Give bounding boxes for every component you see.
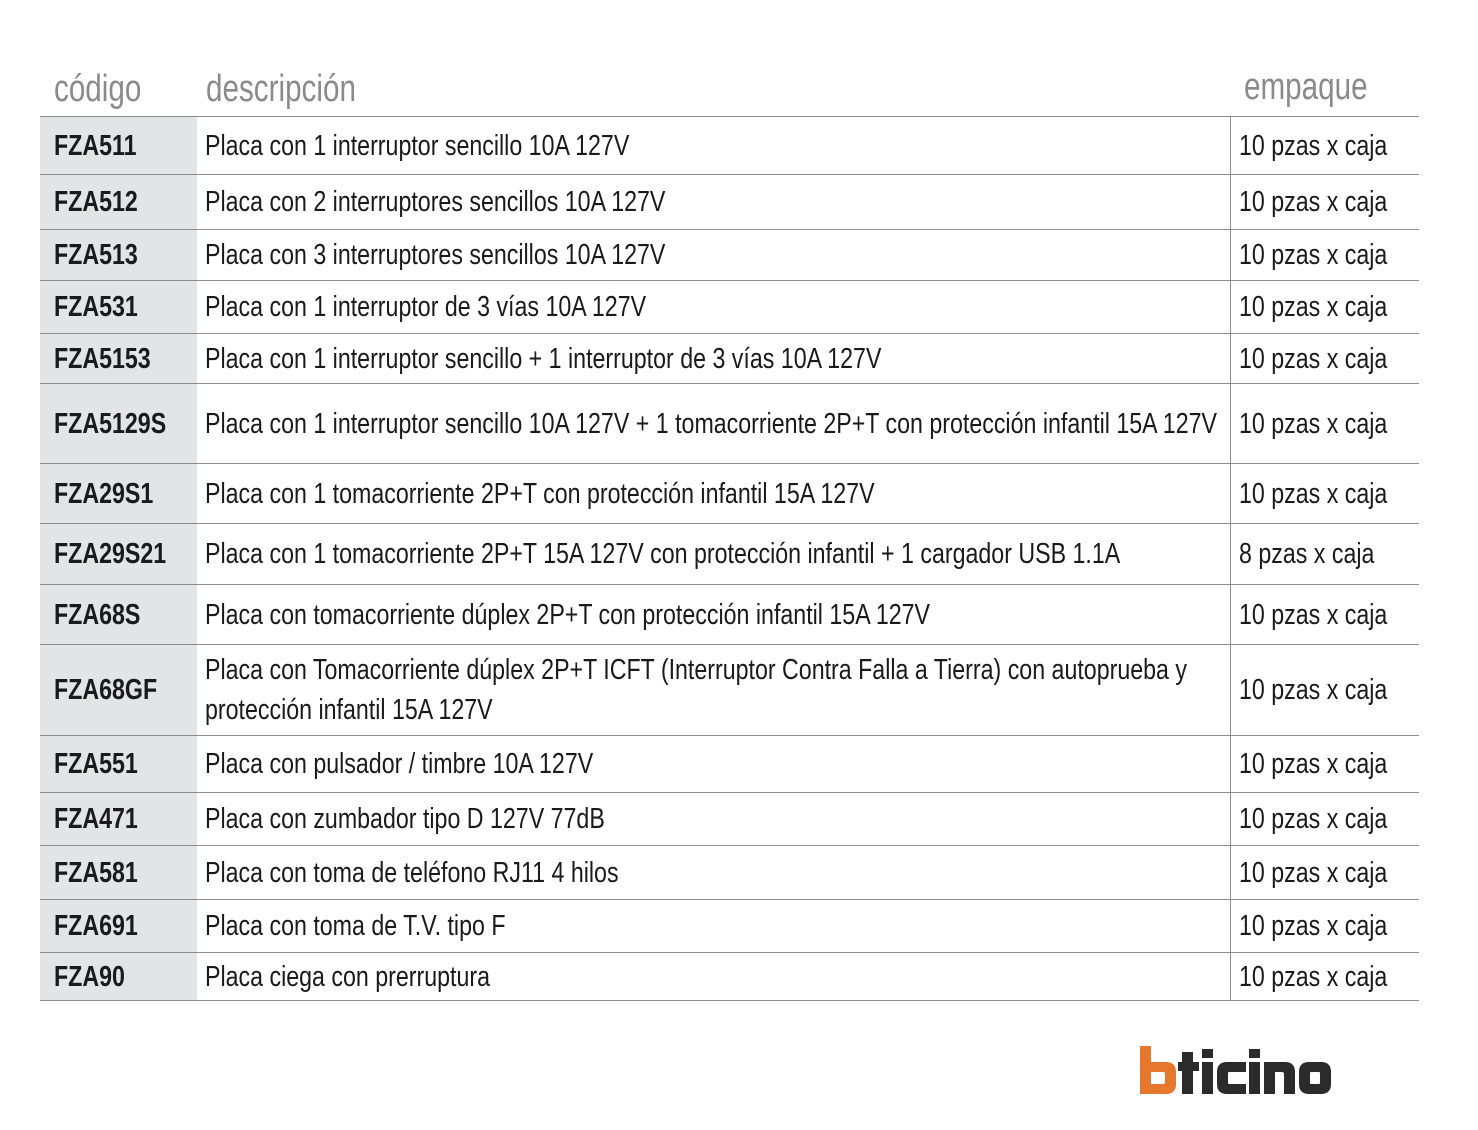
product-code-cell: FZA68GF (40, 645, 197, 736)
product-code-cell: FZA90 (40, 953, 197, 1001)
product-description-cell: Placa con 1 interruptor sencillo 10A 127V (197, 117, 1230, 175)
table-row (40, 900, 1419, 953)
logo-letter-b (1140, 1046, 1176, 1094)
table-row (40, 230, 1419, 281)
product-description-cell: Placa con 3 interruptores sencillos 10A 127V (197, 230, 1230, 281)
product-code-cell: FZA531 (40, 281, 197, 334)
product-description-cell: Placa con pulsador / timbre 10A 127V (197, 736, 1230, 793)
product-description-cell: Placa con Tomacorriente dúplex 2P+T ICFT (Interruptor Contra Falla a Tierra) con autoprueba y protección infantil 15A 127V (197, 645, 1230, 736)
product-code-cell: FZA68S (40, 585, 197, 645)
product-code-cell: FZA513 (40, 230, 197, 281)
column-header-code: código (54, 68, 142, 110)
product-description-cell: Placa con 2 interruptores sencillos 10A 127V (197, 175, 1230, 230)
table-row (40, 736, 1419, 793)
product-packaging-cell: 10 pzas x caja (1230, 117, 1419, 175)
product-code-cell: FZA5153 (40, 334, 197, 384)
product-description-cell: Placa con toma de T.V. tipo F (197, 900, 1230, 953)
product-packaging-cell: 10 pzas x caja (1230, 793, 1419, 846)
table-row (40, 281, 1419, 334)
product-code-cell: FZA29S21 (40, 524, 197, 585)
product-description-cell: Placa con tomacorriente dúplex 2P+T con protección infantil 15A 127V (197, 585, 1230, 645)
column-header-packaging: empaque (1244, 66, 1368, 108)
product-description-cell: Placa con 1 interruptor de 3 vías 10A 127V (197, 281, 1230, 334)
product-description-cell: Placa ciega con prerruptura (197, 953, 1230, 1001)
product-code-cell: FZA551 (40, 736, 197, 793)
table-row (40, 464, 1419, 524)
column-header-description: descripción (206, 68, 356, 110)
product-description-cell: Placa con 1 interruptor sencillo 10A 127V + 1 tomacorriente 2P+T con protección infantil 15A 127V (197, 384, 1230, 464)
table-row (40, 846, 1419, 900)
table-header (0, 0, 1478, 116)
product-packaging-cell: 10 pzas x caja (1230, 953, 1419, 1001)
table-row (40, 175, 1419, 230)
product-packaging-cell: 10 pzas x caja (1230, 645, 1419, 736)
product-packaging-cell: 10 pzas x caja (1230, 384, 1419, 464)
table-row (40, 585, 1419, 645)
product-packaging-cell: 10 pzas x caja (1230, 736, 1419, 793)
table-row (40, 334, 1419, 384)
bticino-logo-mark (1140, 1042, 1358, 1100)
product-packaging-cell: 10 pzas x caja (1230, 334, 1419, 384)
table-row (40, 793, 1419, 846)
product-table (40, 116, 1419, 1001)
product-description-cell: Placa con 1 tomacorriente 2P+T con protección infantil 15A 127V (197, 464, 1230, 524)
logo-letters-ticino (1178, 1049, 1331, 1094)
product-packaging-cell: 10 pzas x caja (1230, 585, 1419, 645)
product-description-cell: Placa con toma de teléfono RJ11 4 hilos (197, 846, 1230, 900)
product-packaging-cell: 10 pzas x caja (1230, 464, 1419, 524)
product-description-cell: Placa con 1 interruptor sencillo + 1 interruptor de 3 vías 10A 127V (197, 334, 1230, 384)
product-description-cell: Placa con zumbador tipo D 127V 77dB (197, 793, 1230, 846)
product-code-cell: FZA5129S (40, 384, 197, 464)
product-code-cell: FZA512 (40, 175, 197, 230)
bticino-logo (1140, 1042, 1358, 1100)
product-packaging-cell: 8 pzas x caja (1230, 524, 1419, 585)
product-code-cell: FZA691 (40, 900, 197, 953)
product-packaging-cell: 10 pzas x caja (1230, 281, 1419, 334)
product-packaging-cell: 10 pzas x caja (1230, 900, 1419, 953)
table-row (40, 953, 1419, 1001)
product-code-cell: FZA511 (40, 117, 197, 175)
table-row (40, 645, 1419, 736)
table-row (40, 117, 1419, 175)
table-row (40, 384, 1419, 464)
product-packaging-cell: 10 pzas x caja (1230, 175, 1419, 230)
product-code-cell: FZA581 (40, 846, 197, 900)
product-packaging-cell: 10 pzas x caja (1230, 230, 1419, 281)
table-row (40, 524, 1419, 585)
product-code-cell: FZA29S1 (40, 464, 197, 524)
product-code-cell: FZA471 (40, 793, 197, 846)
product-description-cell: Placa con 1 tomacorriente 2P+T 15A 127V con protección infantil + 1 cargador USB 1.1A (197, 524, 1230, 585)
product-packaging-cell: 10 pzas x caja (1230, 846, 1419, 900)
